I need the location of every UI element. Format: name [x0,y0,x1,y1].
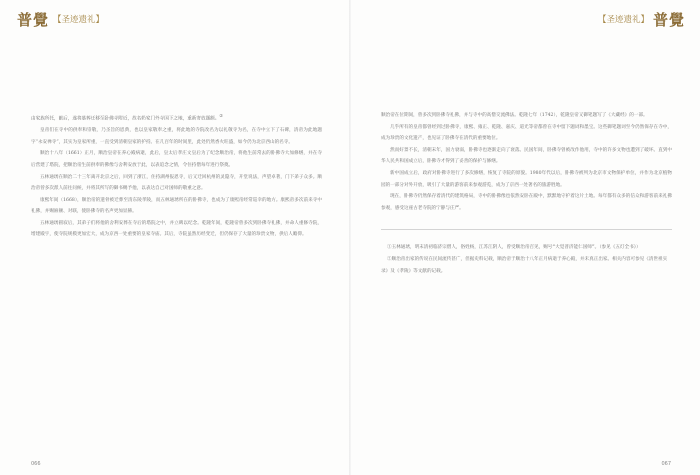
left-page [0,0,349,475]
body-paragraph: 皇帝们在寺中的供奉和崇敬，乃圣旨的恩典，也以皇家敬奉之重，将此地的寺院改名为以礼敬寺为名，在寺中立下了石碑，清帝为此地题字“永安禅寺”，其实为皇家所重，一直受到清朝皇家的护持。在几百年的时间里，此处仍然香火旺盛，如今仍为北京西山的名寺。 [31,128,322,145]
body-paragraph: 顺治帝在位期间，曾多次到卧佛寺礼佛，并与寺中的高僧交流佛法。乾隆七年（1742），乾隆皇帝又御笔题写了《大藏经》的一部。 [381,113,648,118]
right-header-logo: 普覺 [652,11,685,29]
footnote: ①玉林通琇，明末清初临济宗僧人，俗姓杨，江苏江阴人，曾受顺治帝召见，赐号“大觉普济能仁国师”。（参见《五灯全书》） [387,245,641,251]
body-paragraph: 顺治十八年（1661）正月，顺治皇帝在养心殿病逝，此后，皇太后孝庄文皇后为了纪念顺治帝，将他生前常去的卧佛寺大加修缮，并在寺后营建了塔院，把顺治帝生前供奉的佛像与舍利安放于此，以表追念之情，令住持僧每年进行祭奠。 [31,151,322,168]
body-paragraph: 五林通琇在顺治二十三年离开北京之后，回到了浙江，住持湖州报恩寺，后又迁回杭州的灵隐寺，开堂说法，声望卓著，门下弟子众多。顺治帝曾多次派人前往问候，并将其所写的御书赐予他，以表达自己对国师的敬重之意。 [31,174,322,192]
body-paragraph: 康熙年间（1668），顺治帝的遗骨被迁葬至清东陵孝陵，而五林通琇所在的卧佛寺，也成为了康熙帝经常巡幸的地方。康熙帝多次前来寺中礼佛，并赐匾额、对联，使卧佛寺的名声更加显赫。 [31,197,322,215]
footnote-divider [381,229,672,230]
footnote: ②顺治帝出家的传说在民间流传甚广，但据史料记载，顺治帝于顺治十八年正月病逝于养心殿，并未真正出家。相关内容可参见《清世祖实录》及《孝陵》等文献的记载。 [381,257,668,275]
right-header-section: 【圣迹遗礼】 [597,15,649,25]
right-page [351,0,700,475]
footnote-marker: ② [219,113,223,118]
right-running-header [598,12,685,28]
body-paragraph: 然而好景不长，清朝末年，国力衰弱，卧佛寺也逐渐走向了衰落。民国年间，卧佛寺曾被改作他用，寺中的许多文物也遭到了破坏。直到中华人民共和国成立后，卧佛寺才得到了妥善的保护与修缮。 [381,147,672,165]
right-page-number: 067 [661,461,671,467]
body-paragraph: 几乎所有的皇帝都曾经到过卧佛寺，康熙、雍正、乾隆、嘉庆、道光等帝都曾在寺中留下题词和墨宝。这些御笔题词至今仍然保存在寺中，成为珍贵的文化遗产，也见证了卧佛寺在清代的重要地位。 [381,124,672,142]
body-paragraph: 现在，卧佛寺仍然保存着清代的建筑格局，寺中的卧佛像也依然安卧在殿中，默默地守护着这片土地。每年都有众多的信众和游客前来礼佛参观，感受这座古老寺院的宁静与庄严。 [381,194,672,211]
left-running-header [17,12,104,28]
right-body-text [381,110,672,278]
body-paragraph: 由家族所托，献后，遂将墓葬迁移至卧佛寺附近，故名奶家门外寺国下之地，重新寄放题额。② [31,113,223,122]
left-page-number: 066 [31,461,41,467]
left-body-text [31,110,322,241]
body-paragraph: 新中国成立后，政府对卧佛寺进行了多次修缮，恢复了寺院的原貌。1980年代以后，卧佛寺被列为北京市文物保护单位，并作为北京植物园的一部分对外开放，吸引了大量的游客前来参观游览，成为了京西一处著名的旅游胜地。 [381,170,672,188]
left-header-logo: 普覺 [17,11,50,29]
left-header-section: 【圣迹遗礼】 [53,15,105,25]
body-paragraph: 五林通琇圆寂后，其弟子们将他的舍利安葬在寺后的塔院之中，并立碑以纪念。乾隆年间，乾隆帝曾多次到卧佛寺礼佛，并命人重修寺院，增建殿宇，使寺院规模更加宏大，成为京西一处重要的皇家寺庙。其后，寺院虽然历经变迁，但仍保存了大量的珍贵文物，供后人瞻仰。 [31,220,322,238]
